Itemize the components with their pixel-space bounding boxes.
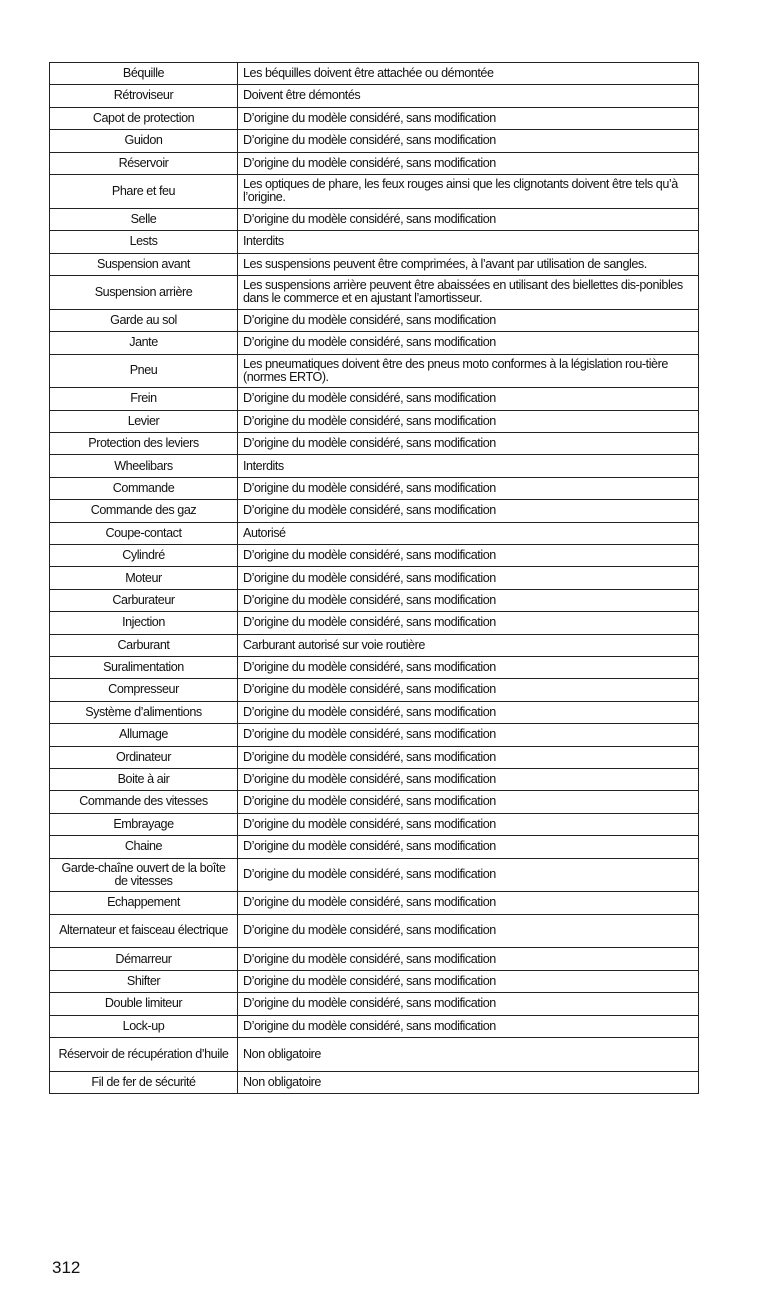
rule-cell: D’origine du modèle considéré, sans modification xyxy=(238,679,699,701)
rule-cell: Interdits xyxy=(238,231,699,253)
table-row xyxy=(50,701,699,723)
table-row xyxy=(50,522,699,544)
table-row xyxy=(50,948,699,970)
component-cell: Lests xyxy=(50,231,238,253)
rule-cell: D’origine du modèle considéré, sans modification xyxy=(238,589,699,611)
table-row xyxy=(50,354,699,388)
rule-cell: D’origine du modèle considéré, sans modification xyxy=(238,152,699,174)
table-row xyxy=(50,970,699,992)
rule-cell: D’origine du modèle considéré, sans modification xyxy=(238,746,699,768)
component-cell: Selle xyxy=(50,208,238,230)
component-cell: Compresseur xyxy=(50,679,238,701)
rule-cell: D’origine du modèle considéré, sans modification xyxy=(238,970,699,992)
table-row xyxy=(50,1071,699,1093)
component-cell: Echappement xyxy=(50,892,238,914)
table-row xyxy=(50,791,699,813)
component-cell: Wheelibars xyxy=(50,455,238,477)
page-number: 312 xyxy=(52,1258,81,1277)
rule-cell: D’origine du modèle considéré, sans modification xyxy=(238,309,699,331)
table-row xyxy=(50,433,699,455)
component-cell: Garde-chaîne ouvert de la boîte de vitesses xyxy=(50,858,238,892)
rule-cell: D’origine du modèle considéré, sans modification xyxy=(238,567,699,589)
component-cell: Jante xyxy=(50,332,238,354)
rule-cell: D’origine du modèle considéré, sans modification xyxy=(238,993,699,1015)
regulations-table-body xyxy=(50,63,699,1094)
table-row xyxy=(50,679,699,701)
table-row xyxy=(50,208,699,230)
rule-cell: D’origine du modèle considéré, sans modification xyxy=(238,107,699,129)
component-cell: Protection des leviers xyxy=(50,433,238,455)
rule-cell: D’origine du modèle considéré, sans modification xyxy=(238,768,699,790)
table-row xyxy=(50,309,699,331)
component-cell: Fil de fer de sécurité xyxy=(50,1071,238,1093)
component-cell: Cylindré xyxy=(50,545,238,567)
table-row xyxy=(50,724,699,746)
component-cell: Moteur xyxy=(50,567,238,589)
table-row xyxy=(50,500,699,522)
rule-cell: Doivent être démontés xyxy=(238,85,699,107)
component-cell: Levier xyxy=(50,410,238,432)
component-cell: Réservoir de récupération d’huile xyxy=(50,1038,238,1072)
table-row xyxy=(50,545,699,567)
component-cell: Carburateur xyxy=(50,589,238,611)
component-cell: Suspension arrière xyxy=(50,275,238,309)
component-cell: Chaine xyxy=(50,836,238,858)
component-cell: Pneu xyxy=(50,354,238,388)
component-cell: Frein xyxy=(50,388,238,410)
table-row xyxy=(50,231,699,253)
table-row xyxy=(50,455,699,477)
table-row xyxy=(50,836,699,858)
table-row xyxy=(50,477,699,499)
component-cell: Ordinateur xyxy=(50,746,238,768)
table-row xyxy=(50,275,699,309)
rule-cell: Les suspensions arrière peuvent être abaissées en utilisant des biellettes dis-ponibles dans le commerce et en ajustant l’amortisseur. xyxy=(238,275,699,309)
component-cell: Double limiteur xyxy=(50,993,238,1015)
component-cell: Phare et feu xyxy=(50,174,238,208)
rule-cell: Non obligatoire xyxy=(238,1038,699,1072)
table-row xyxy=(50,174,699,208)
rule-cell: Carburant autorisé sur voie routière xyxy=(238,634,699,656)
table-row xyxy=(50,993,699,1015)
rule-cell: D’origine du modèle considéré, sans modification xyxy=(238,612,699,634)
rule-cell: D’origine du modèle considéré, sans modification xyxy=(238,433,699,455)
rule-cell: D’origine du modèle considéré, sans modification xyxy=(238,813,699,835)
rule-cell: D’origine du modèle considéré, sans modification xyxy=(238,791,699,813)
component-cell: Démarreur xyxy=(50,948,238,970)
rule-cell: D’origine du modèle considéré, sans modification xyxy=(238,130,699,152)
component-cell: Réservoir xyxy=(50,152,238,174)
rule-cell: D’origine du modèle considéré, sans modification xyxy=(238,948,699,970)
component-cell: Carburant xyxy=(50,634,238,656)
table-row xyxy=(50,634,699,656)
rule-cell: D’origine du modèle considéré, sans modification xyxy=(238,892,699,914)
table-row xyxy=(50,746,699,768)
component-cell: Garde au sol xyxy=(50,309,238,331)
rule-cell: Les béquilles doivent être attachée ou démontée xyxy=(238,63,699,85)
table-row xyxy=(50,914,699,948)
rule-cell: D’origine du modèle considéré, sans modification xyxy=(238,836,699,858)
component-cell: Injection xyxy=(50,612,238,634)
component-cell: Suralimentation xyxy=(50,656,238,678)
table-row xyxy=(50,332,699,354)
rule-cell: Les suspensions peuvent être comprimées, à l’avant par utilisation de sangles. xyxy=(238,253,699,275)
table-row xyxy=(50,152,699,174)
table-row xyxy=(50,410,699,432)
component-cell: Rétroviseur xyxy=(50,85,238,107)
rule-cell: D’origine du modèle considéré, sans modification xyxy=(238,388,699,410)
component-cell: Shifter xyxy=(50,970,238,992)
table-row xyxy=(50,589,699,611)
table-row xyxy=(50,892,699,914)
component-cell: Béquille xyxy=(50,63,238,85)
rule-cell: D’origine du modèle considéré, sans modification xyxy=(238,724,699,746)
rule-cell: D’origine du modèle considéré, sans modification xyxy=(238,858,699,892)
table-row xyxy=(50,1038,699,1072)
table-row xyxy=(50,85,699,107)
component-cell: Commande des vitesses xyxy=(50,791,238,813)
component-cell: Embrayage xyxy=(50,813,238,835)
rule-cell: Autorisé xyxy=(238,522,699,544)
component-cell: Suspension avant xyxy=(50,253,238,275)
component-cell: Boite à air xyxy=(50,768,238,790)
rule-cell: Les optiques de phare, les feux rouges ainsi que les clignotants doivent être tels qu’à l’origine. xyxy=(238,174,699,208)
component-cell: Capot de protection xyxy=(50,107,238,129)
rule-cell: D’origine du modèle considéré, sans modification xyxy=(238,656,699,678)
component-cell: Guidon xyxy=(50,130,238,152)
rule-cell: D’origine du modèle considéré, sans modification xyxy=(238,332,699,354)
rule-cell: Les pneumatiques doivent être des pneus moto conformes à la législation rou-tière (normes ERTO). xyxy=(238,354,699,388)
table-row xyxy=(50,107,699,129)
table-row xyxy=(50,768,699,790)
component-cell: Lock-up xyxy=(50,1015,238,1037)
table-row xyxy=(50,253,699,275)
regulations-table xyxy=(49,62,699,1094)
table-row xyxy=(50,858,699,892)
table-row xyxy=(50,1015,699,1037)
rule-cell: D’origine du modèle considéré, sans modification xyxy=(238,545,699,567)
table-row xyxy=(50,612,699,634)
component-cell: Système d’alimentions xyxy=(50,701,238,723)
rule-cell: D’origine du modèle considéré, sans modification xyxy=(238,701,699,723)
table-row xyxy=(50,130,699,152)
rule-cell: D’origine du modèle considéré, sans modification xyxy=(238,914,699,948)
table-row xyxy=(50,813,699,835)
rule-cell: D’origine du modèle considéré, sans modification xyxy=(238,208,699,230)
rule-cell: D’origine du modèle considéré, sans modification xyxy=(238,477,699,499)
component-cell: Commande des gaz xyxy=(50,500,238,522)
component-cell: Allumage xyxy=(50,724,238,746)
rule-cell: D’origine du modèle considéré, sans modification xyxy=(238,1015,699,1037)
table-row xyxy=(50,567,699,589)
rule-cell: D’origine du modèle considéré, sans modification xyxy=(238,500,699,522)
rule-cell: Non obligatoire xyxy=(238,1071,699,1093)
rule-cell: Interdits xyxy=(238,455,699,477)
rule-cell: D’origine du modèle considéré, sans modification xyxy=(238,410,699,432)
component-cell: Commande xyxy=(50,477,238,499)
component-cell: Alternateur et faisceau électrique xyxy=(50,914,238,948)
component-cell: Coupe-contact xyxy=(50,522,238,544)
table-row xyxy=(50,656,699,678)
table-row xyxy=(50,63,699,85)
table-row xyxy=(50,388,699,410)
